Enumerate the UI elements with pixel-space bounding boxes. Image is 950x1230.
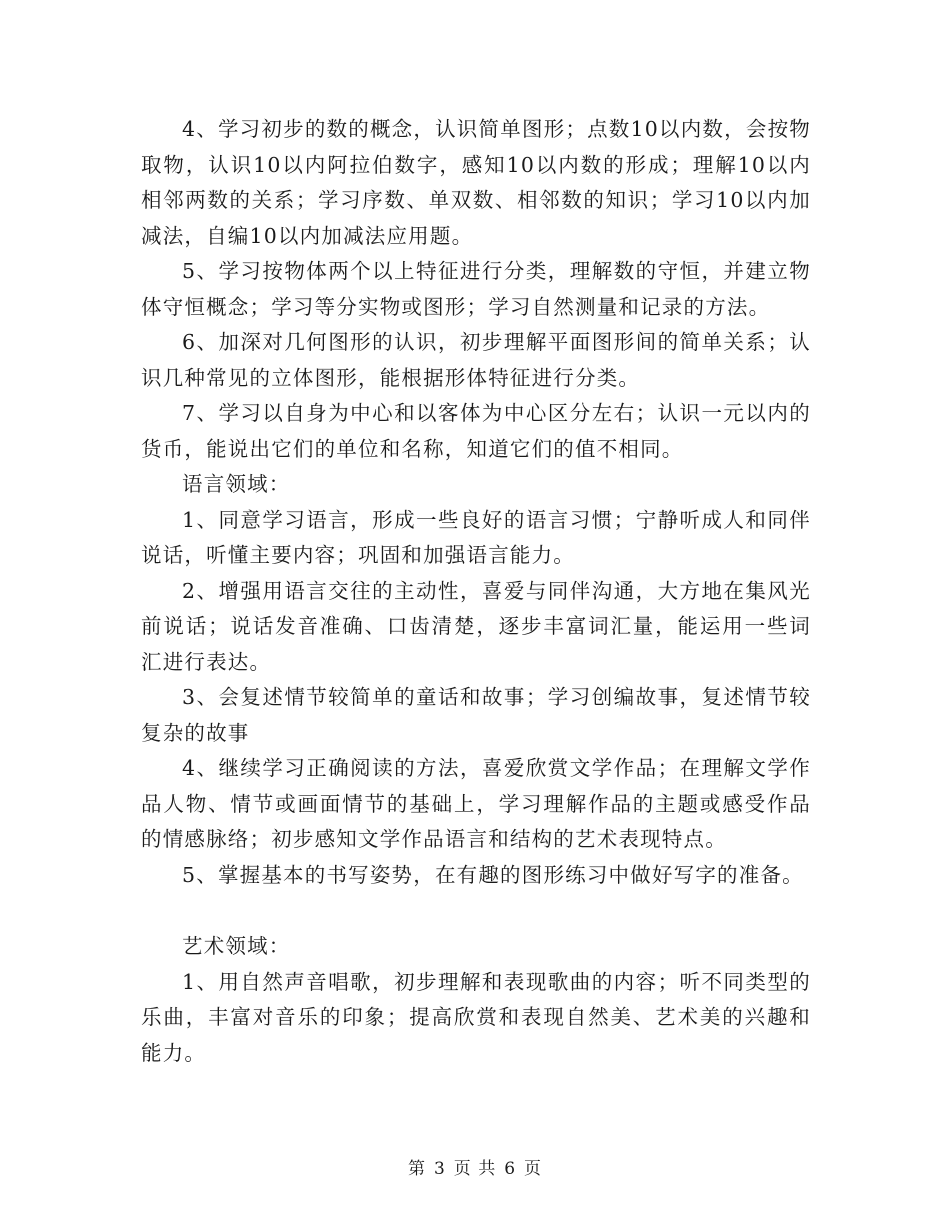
footer-total-pages: 6 [504, 1159, 517, 1179]
page-content [141, 112, 811, 1071]
math-item-4: 4、学习初步的数的概念，认识简单图形；点数10以内数，会按物取物，认识10以内阿拉伯数字，感知10以内数的形成；理解10以内相邻两数的关系；学习序数、单双数、相邻数的知识；学习10以内加减法，自编10以内加减法应用题。 [141, 117, 811, 248]
math-item-6: 6、加深对几何图形的认识，初步理解平面图形间的简单关系；认识几种常见的立体图形，能根据形体特征进行分类。 [141, 330, 811, 390]
math-item-7: 7、学习以自身为中心和以客体为中心区分左右；认识一元以内的货币，能说出它们的单位和名称，知道它们的值不相同。 [141, 401, 811, 461]
language-item-3: 3、会复述情节较简单的童话和故事；学习创编故事，复述情节较复杂的故事 [141, 685, 811, 745]
footer-label-of: 页 共 [453, 1159, 497, 1179]
language-heading: 语言领域： [182, 472, 291, 496]
section-spacer [141, 893, 811, 929]
footer-label-end: 页 [524, 1159, 543, 1179]
language-item-4: 4、继续学习正确阅读的方法，喜爱欣赏文学作品；在理解文学作品人物、情节或画面情节的基础上，学习理解作品的主题或感受作品的情感脉络；初步感知文学作品语言和结构的艺术表现特点。 [141, 756, 811, 851]
art-heading: 艺术领域： [182, 934, 291, 958]
language-item-2: 2、增强用语言交往的主动性，喜爱与同伴沟通，大方地在集风光前说话；说话发音准确、口齿清楚，逐步丰富词汇量，能运用一些词汇进行表达。 [141, 578, 811, 674]
art-item-1: 1、用自然声音唱歌，初步理解和表现歌曲的内容；听不同类型的乐曲，丰富对音乐的印象；提高欣赏和表现自然美、艺术美的兴趣和能力。 [141, 969, 811, 1065]
footer-current-page: 3 [433, 1159, 446, 1179]
page-footer [0, 1154, 950, 1179]
language-item-5: 5、掌握基本的书写姿势，在有趣的图形练习中做好写字的准备。 [182, 862, 804, 887]
language-item-1: 1、同意学习语言，形成一些良好的语言习惯；宁静听成人和同伴说话，听懂主要内容；巩固和加强语言能力。 [141, 507, 811, 567]
math-item-5: 5、学习按物体两个以上特征进行分类，理解数的守恒，并建立物体守恒概念；学习等分实物或图形；学习自然测量和记录的方法。 [141, 259, 811, 319]
footer-label-page: 第 [407, 1159, 426, 1179]
